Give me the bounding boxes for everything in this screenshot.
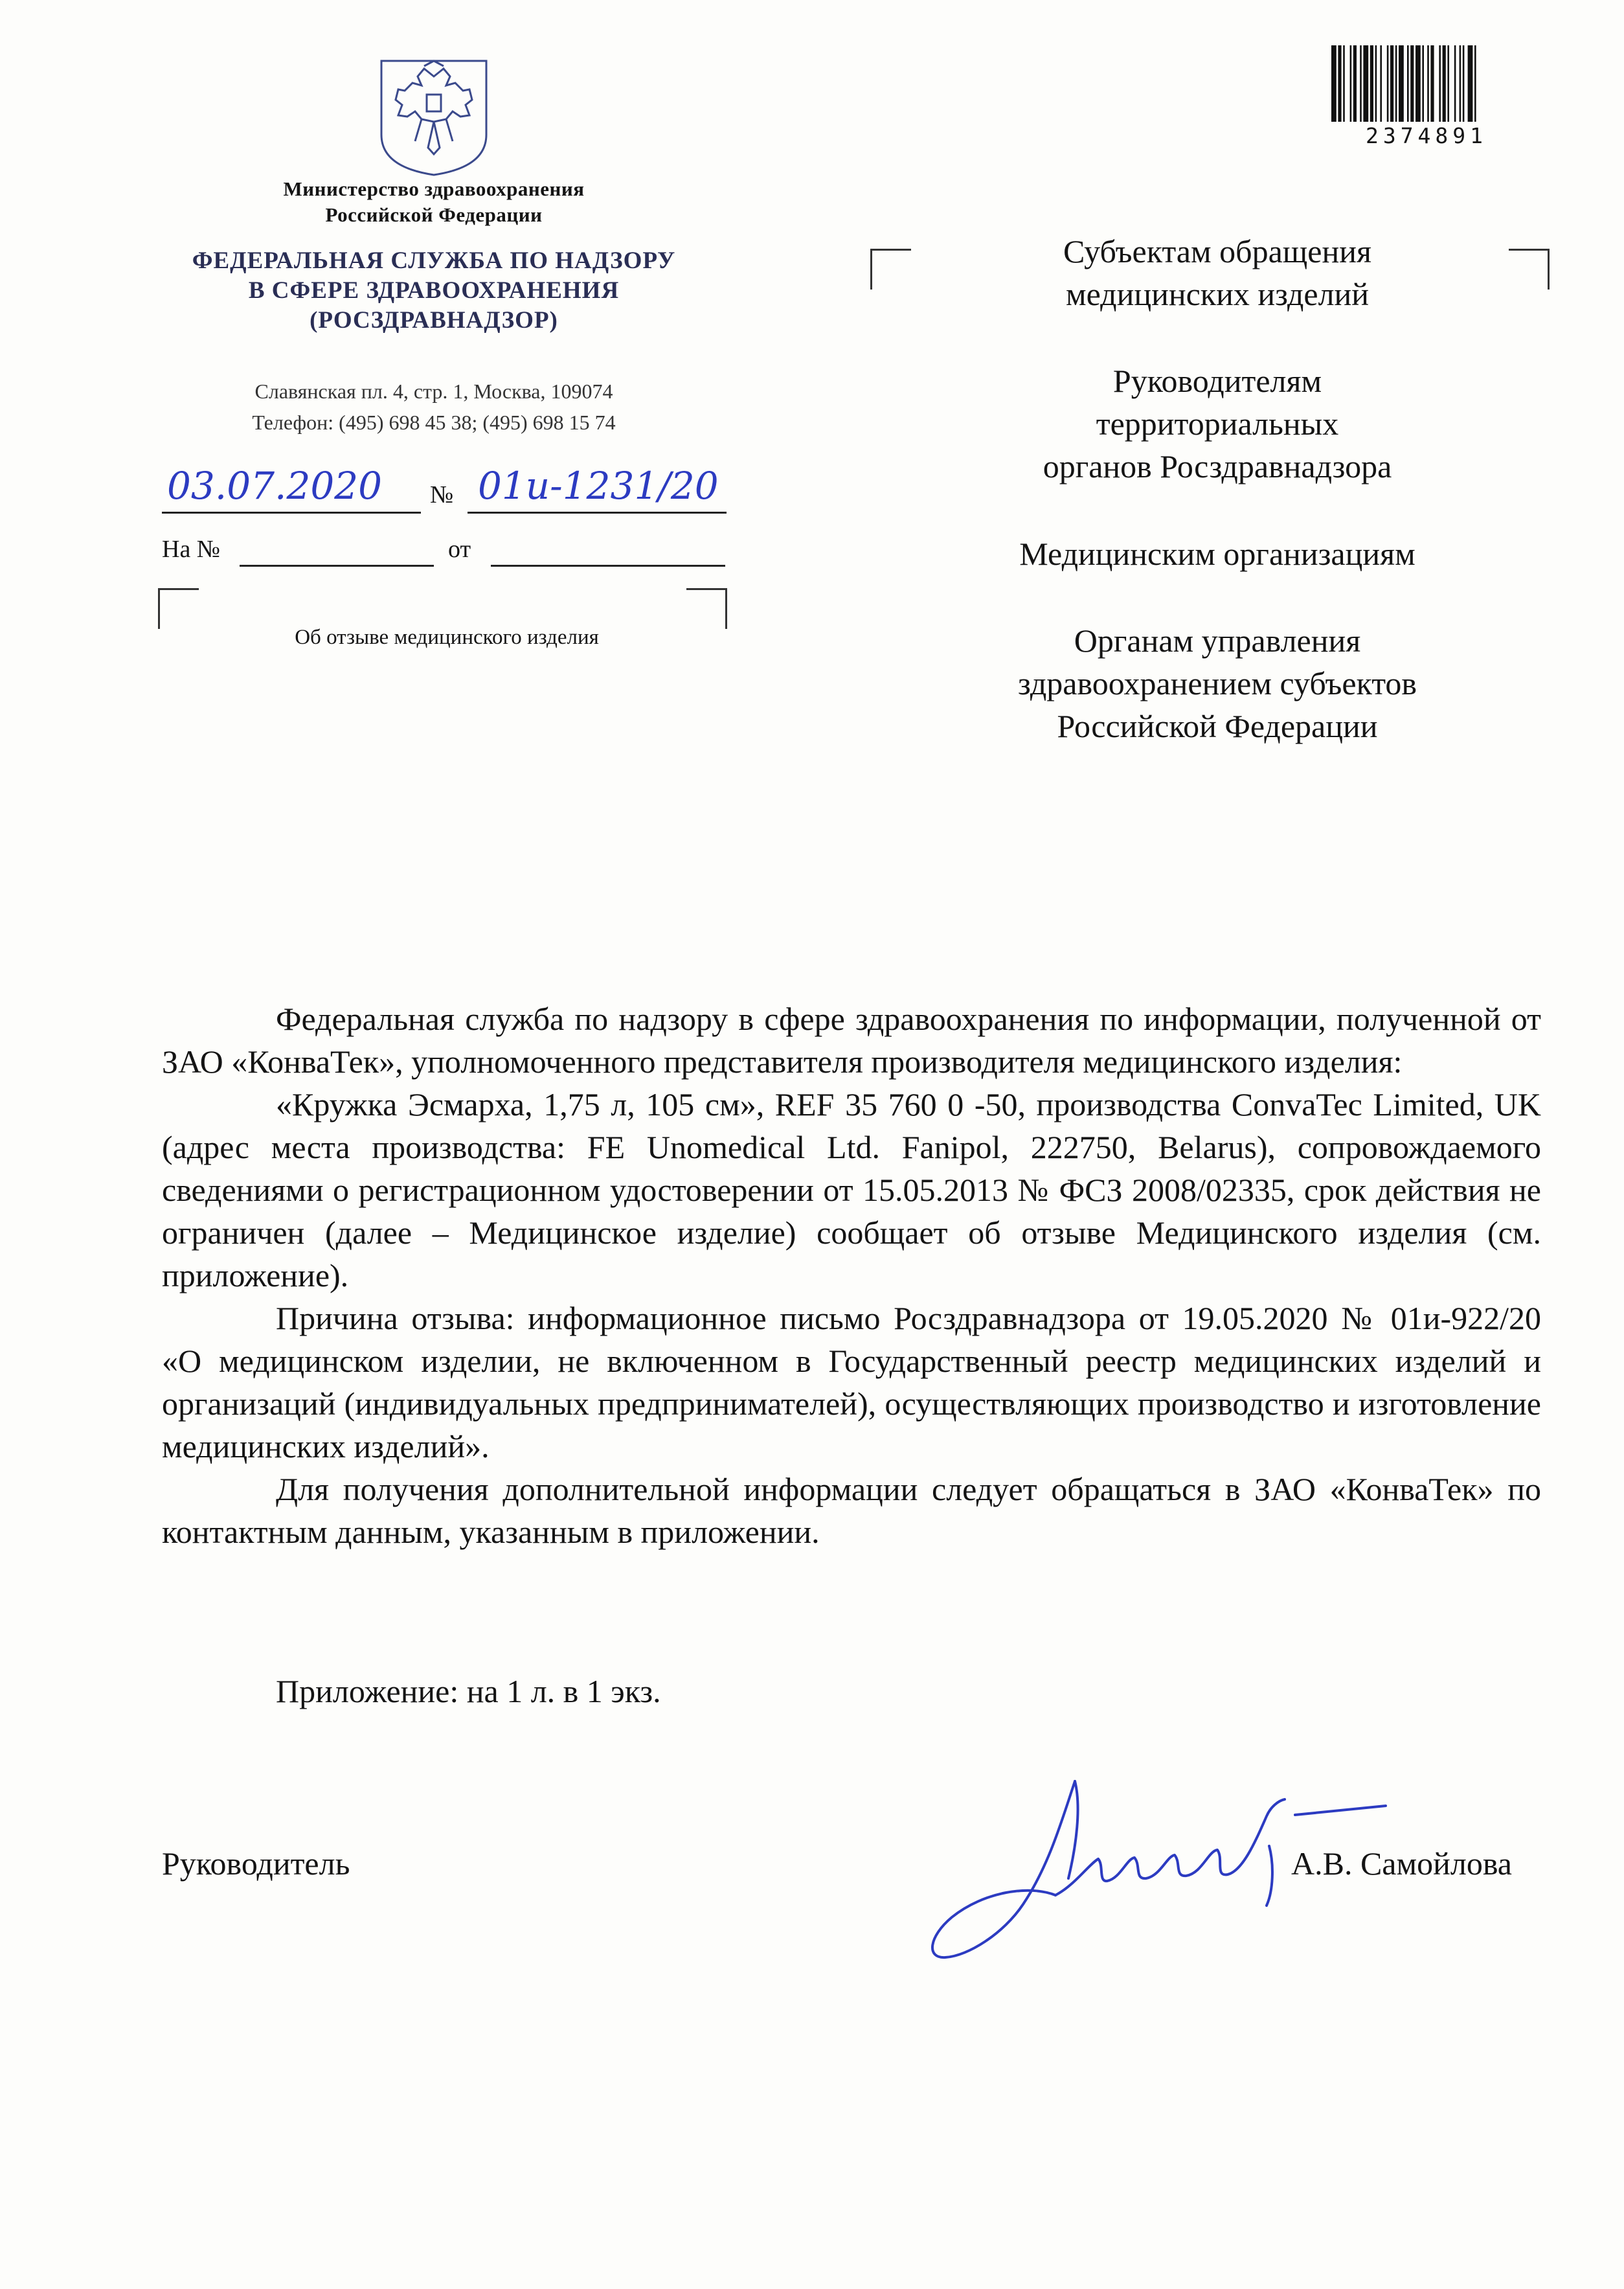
barcode-bar (1463, 45, 1465, 122)
barcode-bar (1360, 45, 1362, 122)
barcode-bar (1387, 45, 1389, 122)
barcode-bar (1370, 45, 1373, 122)
service-address: Славянская пл. 4, стр. 1, Москва, 109074 Телефон: (495) 698 45 38; (495) 698 15 74 (252, 380, 616, 434)
reply-from-label: от (448, 536, 471, 563)
subject-corner-left (158, 588, 199, 629)
barcode-bar (1460, 45, 1461, 122)
subject-corner-right (686, 588, 727, 629)
barcode-number: 2374891 (1365, 123, 1488, 148)
recipient-block-3: Медицинским организациям (1019, 536, 1415, 572)
outgoing-number: 01и-1231/20 (478, 464, 719, 508)
service-title: ФЕДЕРАЛЬНАЯ СЛУЖБА ПО НАДЗОРУ В СФЕРЕ ЗДРАВООХРАНЕНИЯ (РОСЗДРАВНАДЗОР) (192, 247, 676, 334)
barcode-bar (1439, 45, 1441, 122)
barcode-bar (1430, 45, 1434, 122)
signatory-name: А.В. Самойлова (1291, 1845, 1512, 1882)
number-line (468, 512, 727, 514)
barcode (1329, 45, 1524, 122)
number-sign: № (430, 481, 454, 508)
barcode-bar (1350, 45, 1352, 122)
barcode-bar (1454, 45, 1456, 122)
barcode-bar (1447, 45, 1449, 122)
signatory-title: Руководитель (162, 1845, 350, 1882)
barcode-bar (1443, 45, 1446, 122)
recipient-block-2: Руководителям территориальных органов Росздравнадзора (1043, 363, 1392, 484)
outgoing-date: 03.07.2020 (167, 464, 383, 508)
body-paragraph: Федеральная служба по надзору в сфере здравоохранения по информации, полученной от ЗАО «КонваТек», уполномоченного представителя производителя медицинского изделия: (162, 1001, 1541, 1080)
body-paragraph: Для получения дополнительной информации следует обращаться в ЗАО «КонваТек» по контактным данным, указанным в приложении. (162, 1471, 1541, 1550)
barcode-bar (1353, 45, 1357, 122)
coat-of-arms-emblem (379, 57, 489, 177)
body-paragraph: «Кружка Эсмарха, 1,75 л, 105 см», REF 35 760 0 -50, производства ConvaTec Limited, UK (адрес места производства: FE Unomedical Ltd. Fanipol, 222750, Belarus), сопровождаемого сведениями о регистрационном удостоверении от 15.05.2013 № ФСЗ 2008/02335, срок действия не ограничен (далее – Медицинское изделие) сообщает об отзыве Медицинского изделия (см. приложение). (162, 1086, 1541, 1293)
appendix-note: Приложение: на 1 л. в 1 экз. (276, 1673, 661, 1709)
barcode-bar (1363, 45, 1368, 122)
body-paragraph: Причина отзыва: информационное письмо Росздравнадзора от 19.05.2020 № 01и-922/20 «О медицинском изделии, не включенном в Государственный реестр медицинских изделий и организаций (индивидуальных предпринимателей), осуществляющих производство и изготовление медицинских изделий». (162, 1300, 1541, 1464)
barcode-bar (1390, 45, 1393, 122)
barcode-bar (1380, 45, 1382, 122)
barcode-bar (1338, 45, 1341, 122)
barcode-bar (1331, 45, 1336, 122)
barcode-bar (1468, 45, 1473, 122)
reply-number-line (240, 565, 434, 567)
barcode-bar (1399, 45, 1404, 122)
reply-date-line (491, 565, 725, 567)
recipient-block-4: Органам управления здравоохранением субъектов Российской Федерации (1017, 622, 1417, 744)
letter-subject: Об отзыве медицинского изделия (295, 626, 599, 649)
barcode-bar (1474, 45, 1476, 122)
barcode-bar (1427, 45, 1429, 122)
ministry-name: Министерство здравоохранения Российской Федерации (283, 177, 585, 226)
recipient-block-1: Субъектам обращения медицинских изделий (1063, 233, 1371, 312)
date-line (162, 512, 421, 514)
barcode-bar (1407, 45, 1409, 122)
barcode-bar (1395, 45, 1397, 122)
barcode-bar (1343, 45, 1345, 122)
barcode-bar (1415, 45, 1421, 122)
letter-body (162, 997, 1541, 1553)
barcode-bar (1422, 45, 1424, 122)
reply-to-label: На № (162, 536, 221, 563)
barcode-bar (1375, 45, 1377, 122)
barcode-bar (1410, 45, 1414, 122)
